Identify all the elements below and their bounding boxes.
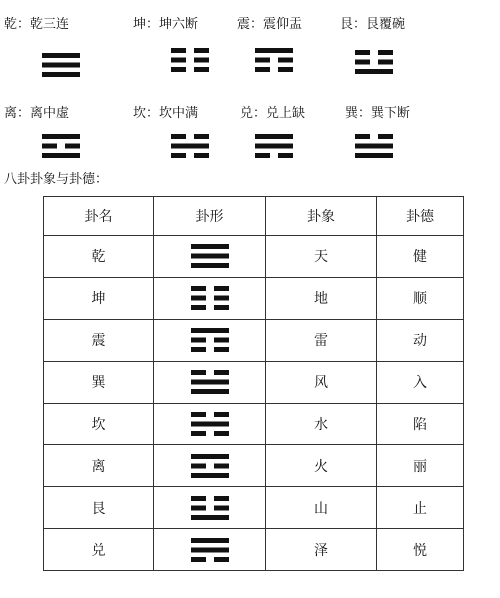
- cell-virtue: 动: [377, 319, 464, 361]
- yin-line-segment: [191, 431, 206, 436]
- yin-line-segment: [255, 153, 270, 158]
- yang-line: [42, 63, 80, 68]
- yin-line-segment: [194, 134, 209, 139]
- trigram-label-li: 离：离中虚: [4, 106, 70, 121]
- cell-shape: [154, 361, 266, 403]
- yang-line: [191, 547, 229, 552]
- trigram-symbol: [191, 496, 229, 520]
- cell-name: 震: [44, 319, 154, 361]
- table-row: [44, 361, 464, 403]
- trigram-symbol: [191, 412, 229, 436]
- yin-line-segment: [214, 286, 229, 291]
- table-header-row: [44, 197, 464, 236]
- trigram-symbol-xun: [355, 133, 393, 159]
- yin-line-segment: [191, 338, 206, 343]
- table-row: [44, 277, 464, 319]
- yin-line-segment: [214, 496, 229, 501]
- yin-line-segment: [214, 431, 229, 436]
- yin-line-segment: [191, 305, 206, 310]
- header-shape: 卦形: [154, 197, 266, 236]
- table-row: [44, 403, 464, 445]
- yang-line: [355, 153, 393, 158]
- yang-line: [42, 134, 80, 139]
- trigram-label-qian: 乾：乾三连: [4, 17, 70, 32]
- yin-line-segment: [42, 144, 57, 149]
- yin-line-segment: [194, 153, 209, 158]
- yin-line-segment: [214, 338, 229, 343]
- table-row: [44, 445, 464, 487]
- table-row: [44, 236, 464, 278]
- yang-line: [191, 328, 229, 333]
- yang-line: [191, 473, 229, 478]
- trigram-symbol: [191, 370, 229, 394]
- yang-line: [255, 48, 293, 53]
- cell-image: 雷: [266, 319, 377, 361]
- table-row: [44, 319, 464, 361]
- cell-image: 风: [266, 361, 377, 403]
- yin-line-segment: [214, 347, 229, 352]
- yin-line-segment: [194, 58, 209, 63]
- yin-line-segment: [355, 60, 370, 65]
- cell-name: 乾: [44, 236, 154, 278]
- yang-line: [255, 134, 293, 139]
- cell-shape: [154, 319, 266, 361]
- yang-line: [191, 515, 229, 520]
- cell-name: 坎: [44, 403, 154, 445]
- yang-line: [171, 144, 209, 149]
- yin-line-segment: [191, 505, 206, 510]
- yin-line-segment: [214, 370, 229, 375]
- yang-line: [191, 263, 229, 268]
- trigram-symbol: [191, 244, 229, 268]
- yin-line-segment: [278, 58, 293, 63]
- trigram-symbol-dui: [255, 133, 293, 159]
- bagua-table: [43, 196, 464, 571]
- yin-line-segment: [255, 58, 270, 63]
- yang-line: [191, 380, 229, 385]
- trigram-symbol-kun: [171, 47, 209, 73]
- cell-shape: [154, 403, 266, 445]
- yin-line-segment: [278, 153, 293, 158]
- header-name: 卦名: [44, 197, 154, 236]
- yin-line-segment: [191, 496, 206, 501]
- yin-line-segment: [378, 60, 393, 65]
- trigram-symbol: [191, 286, 229, 310]
- cell-name: 坤: [44, 277, 154, 319]
- cell-image: 泽: [266, 529, 377, 571]
- yin-line-segment: [278, 67, 293, 72]
- cell-virtue: 健: [377, 236, 464, 278]
- cell-shape: [154, 487, 266, 529]
- yin-line-segment: [171, 58, 186, 63]
- yin-line-segment: [191, 347, 206, 352]
- yin-line-segment: [191, 370, 206, 375]
- yang-line: [191, 389, 229, 394]
- yang-line: [191, 244, 229, 249]
- cell-virtue: 顺: [377, 277, 464, 319]
- trigram-symbol: [191, 328, 229, 352]
- yang-line: [42, 153, 80, 158]
- table-row: [44, 487, 464, 529]
- trigram-symbol-qian: [42, 52, 80, 78]
- cell-shape: [154, 236, 266, 278]
- yin-line-segment: [355, 50, 370, 55]
- yin-line-segment: [191, 286, 206, 291]
- header-image: 卦象: [266, 197, 377, 236]
- trigram-label-kun: 坤：坤六断: [133, 17, 199, 32]
- yin-line-segment: [214, 412, 229, 417]
- cell-virtue: 入: [377, 361, 464, 403]
- yin-line-segment: [214, 305, 229, 310]
- yang-line: [191, 421, 229, 426]
- yin-line-segment: [191, 463, 206, 468]
- cell-name: 巽: [44, 361, 154, 403]
- cell-image: 地: [266, 277, 377, 319]
- yin-line-segment: [255, 67, 270, 72]
- yang-line: [42, 72, 80, 77]
- cell-name: 离: [44, 445, 154, 487]
- cell-image: 山: [266, 487, 377, 529]
- yang-line: [191, 454, 229, 459]
- yin-line-segment: [194, 48, 209, 53]
- cell-name: 兑: [44, 529, 154, 571]
- yin-line-segment: [191, 296, 206, 301]
- yin-line-segment: [214, 505, 229, 510]
- cell-image: 水: [266, 403, 377, 445]
- cell-virtue: 止: [377, 487, 464, 529]
- yang-line: [191, 254, 229, 259]
- cell-image: 天: [266, 236, 377, 278]
- yin-line-segment: [378, 134, 393, 139]
- trigram-label-gen: 艮：艮覆碗: [340, 17, 406, 32]
- trigram-symbol-zhen: [255, 47, 293, 73]
- cell-image: 火: [266, 445, 377, 487]
- yin-line-segment: [214, 463, 229, 468]
- cell-virtue: 丽: [377, 445, 464, 487]
- trigram-symbol: [191, 538, 229, 562]
- yang-line: [355, 69, 393, 74]
- cell-virtue: 悦: [377, 529, 464, 571]
- trigram-label-kan: 坎：坎中满: [133, 106, 199, 121]
- yang-line: [355, 144, 393, 149]
- yang-line: [255, 144, 293, 149]
- yin-line-segment: [191, 412, 206, 417]
- table-heading: 八卦卦象与卦德：: [4, 172, 109, 187]
- trigram-label-dui: 兑：兑上缺: [240, 106, 306, 121]
- yin-line-segment: [171, 48, 186, 53]
- yin-line-segment: [355, 134, 370, 139]
- trigram-label-xun: 巽：巽下断: [345, 106, 411, 121]
- cell-shape: [154, 445, 266, 487]
- yin-line-segment: [214, 296, 229, 301]
- trigram-symbol-li: [42, 133, 80, 159]
- header-virtue: 卦德: [377, 197, 464, 236]
- yin-line-segment: [378, 50, 393, 55]
- yang-line: [42, 53, 80, 58]
- trigram-symbol-gen: [355, 49, 393, 75]
- yin-line-segment: [171, 67, 186, 72]
- cell-virtue: 陷: [377, 403, 464, 445]
- yin-line-segment: [171, 153, 186, 158]
- trigram-symbol: [191, 454, 229, 478]
- yin-line-segment: [194, 67, 209, 72]
- table-row: [44, 529, 464, 571]
- yin-line-segment: [214, 557, 229, 562]
- cell-name: 艮: [44, 487, 154, 529]
- cell-shape: [154, 277, 266, 319]
- cell-shape: [154, 529, 266, 571]
- yin-line-segment: [171, 134, 186, 139]
- yang-line: [191, 538, 229, 543]
- trigram-label-zhen: 震：震仰盂: [237, 17, 303, 32]
- yin-line-segment: [191, 557, 206, 562]
- yin-line-segment: [65, 144, 80, 149]
- trigram-symbol-kan: [171, 133, 209, 159]
